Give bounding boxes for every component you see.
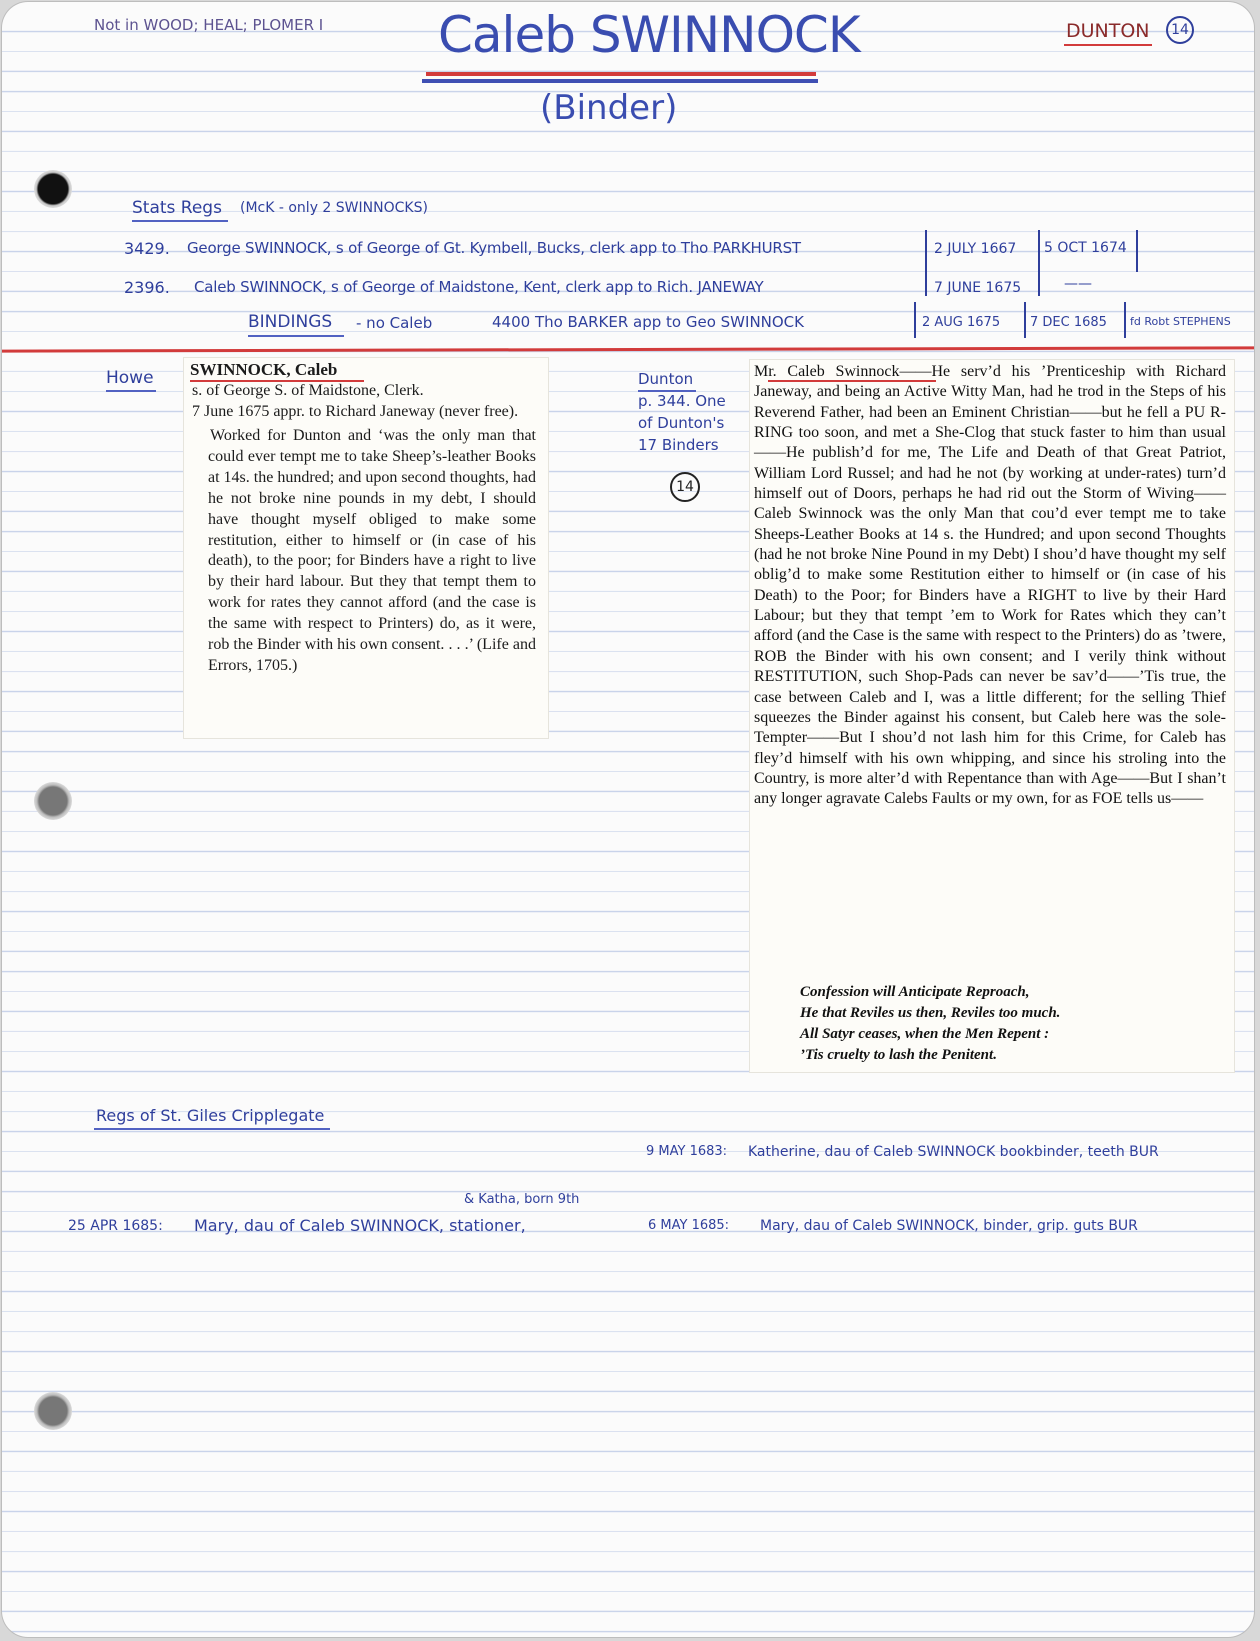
giles-heading: Regs of St. Giles Cripplegate bbox=[96, 1106, 325, 1125]
giles-entry-3-date: 6 MAY 1685: bbox=[648, 1218, 730, 1233]
stats-entry-1-divider-b bbox=[1038, 230, 1040, 272]
howe-clipping bbox=[184, 358, 548, 738]
dunton-note bbox=[638, 368, 738, 456]
page-subtitle: (Binder) bbox=[540, 88, 678, 128]
verse-line-3: All Satyr ceases, when the Men Repent : bbox=[800, 1026, 1050, 1042]
stats-entry-1-date1: 2 JULY 1667 bbox=[934, 241, 1017, 257]
punch-hole-top bbox=[34, 170, 72, 208]
bindings-underline bbox=[248, 335, 344, 337]
giles-entry-3-text: Mary, dau of Caleb SWINNOCK, binder, grip. guts BUR bbox=[760, 1218, 1138, 1234]
giles-entry-1-text: Katherine, dau of Caleb SWINNOCK bookbinder, teeth BUR bbox=[748, 1144, 1159, 1160]
bindings-divider-b bbox=[1024, 302, 1026, 338]
bindings-divider-a bbox=[914, 302, 916, 338]
stats-entry-2-number: 2396. bbox=[124, 278, 170, 297]
top-right-label: DUNTON bbox=[1066, 20, 1150, 42]
stats-regs-heading: Stats Regs bbox=[132, 198, 222, 218]
stats-entry-1-divider-c bbox=[1136, 230, 1138, 272]
howe-line2: 7 June 1675 appr. to Richard Janeway (never free). bbox=[192, 403, 519, 420]
verse-line-1: Confession will Anticipate Reproach, bbox=[800, 984, 1030, 1000]
verse-line-2: He that Reviles us then, Reviles too much. bbox=[800, 1005, 1061, 1021]
dunton-note-line-1: Dunton bbox=[638, 370, 694, 388]
bindings-date3: fd Robt STEPHENS bbox=[1130, 315, 1231, 328]
dunton-note-line-4: 17 Binders bbox=[638, 436, 719, 454]
stats-entry-2-divider-a bbox=[925, 272, 927, 296]
dunton-clipping bbox=[750, 360, 1234, 1072]
howe-underline bbox=[106, 390, 156, 392]
howe-name-underline bbox=[190, 380, 364, 382]
giles-entry-2-note: & Katha, born 9th bbox=[464, 1192, 580, 1207]
dunton-note-line-2: p. 344. One bbox=[638, 392, 726, 410]
giles-entry-2-date: 25 APR 1685: bbox=[68, 1218, 163, 1234]
howe-label: Howe bbox=[106, 368, 154, 388]
stats-regs-note: (McK - only 2 SWINNOCKS) bbox=[240, 200, 428, 216]
bindings-text: 4400 Tho BARKER app to Geo SWINNOCK bbox=[492, 313, 804, 331]
giles-entry-2-text: Mary, dau of Caleb SWINNOCK, stationer, bbox=[194, 1216, 526, 1235]
dunton-note-line-3: of Dunton's bbox=[638, 414, 725, 432]
stats-entry-2-text: Caleb SWINNOCK, s of George of Maidstone, Kent, clerk app to Rich. JANEWAY bbox=[194, 278, 764, 296]
title-underline-blue bbox=[422, 79, 818, 83]
verse-line-4: ’Tis cruelty to lash the Penitent. bbox=[800, 1047, 997, 1063]
page-title: Caleb SWINNOCK bbox=[438, 6, 860, 64]
bindings-date1: 2 AUG 1675 bbox=[922, 315, 1001, 330]
top-right-number: 14 bbox=[1166, 16, 1194, 44]
top-left-note: Not in WOOD; HEAL; PLOMER I bbox=[94, 16, 324, 34]
bindings-date2: 7 DEC 1685 bbox=[1030, 315, 1107, 330]
bindings-divider-c bbox=[1124, 302, 1126, 338]
giles-entry-1-date: 9 MAY 1683: bbox=[646, 1144, 728, 1159]
howe-name: SWINNOCK, Caleb bbox=[190, 360, 338, 379]
punch-hole-middle bbox=[34, 782, 72, 820]
punch-hole-bottom bbox=[34, 1392, 72, 1430]
dunton-clipping-body: Mr. Caleb Swinnock——He serv’d his ’Prenticeship with Richard Janeway, and being an Active Witty Man, had he trod in the Steps of his Reverend Father, had been an Eminent Christian——but he fell a PU R-RING too soon, and met a She-Clog that stuck faster to him than usual——He publish’d for me, The Life and Death of that Great Patriot, William Lord Russel; and had he not (by working at under-rates) turn’d himself out of Doors, perhaps he had rid out the Storm of Wiving——Caleb Swinnock was the only Man that cou’d ever tempt me to take Sheeps-Leather Books at 14 s. the Hundred; and upon second Thoughts (had he not broke Nine Pound in my Debt) I shou’d have thought my self oblig’d to make some Restitution either to himself or (in case of his Death) to the Poor; for Binders have a RIGHT to live by their Hard Labour; but they that tempt ’em to Work for Rates which they can’t afford (and the Case is the same with respect to the Printers) do as ’twere, ROB the Binder with his own consent; and I verily think without RESTITUTION, such Shop-Pads can never be sav’d——’Tis true, the case between Caleb and I, was a little different; for the selling Thief squeezes the Binder against his consent, but Caleb here was the sole-Tempter——But I shou’d not lash him for this Crime, for Caleb has fley’d himself with his own whipping, and since his stroling into the Country, is more alter’d with Repentance than with Age——But I shan’t any longer agravate Calebs Faults or my own, for as FOE tells us—— bbox=[754, 363, 1226, 808]
dunton-note-number: 14 bbox=[670, 472, 700, 502]
giles-underline bbox=[94, 1128, 330, 1130]
dunton-clipping-name-underline bbox=[768, 380, 936, 382]
stats-entry-2-divider-b bbox=[1038, 272, 1040, 296]
howe-line1: s. of George S. of Maidstone, Clerk. bbox=[192, 382, 424, 399]
stats-entry-1-text: George SWINNOCK, s of George of Gt. Kymbell, Bucks, clerk app to Tho PARKHURST bbox=[187, 239, 801, 257]
title-underline-red bbox=[426, 72, 816, 76]
stats-entry-2-date2: —— bbox=[1064, 276, 1092, 292]
notebook-page bbox=[2, 2, 1254, 1637]
dunton-note-underline bbox=[638, 390, 696, 392]
stats-entry-1-divider-a bbox=[925, 230, 927, 272]
bindings-label: BINDINGS bbox=[248, 312, 333, 332]
bindings-note: - no Caleb bbox=[356, 314, 433, 332]
stats-entry-1-date2: 5 OCT 1674 bbox=[1044, 240, 1127, 256]
section-separator bbox=[2, 346, 1254, 352]
top-right-underline bbox=[1064, 44, 1152, 46]
stats-entry-2-date1: 7 JUNE 1675 bbox=[934, 280, 1022, 296]
stats-entry-1-number: 3429. bbox=[124, 239, 170, 258]
howe-body: Worked for Dunton and ‘was the only man that could ever tempt me to take Sheep’s-leather Books at 14s. the hundred; and upon second thoughts, had he not broke nine pounds in my debt, I should have thought myself obliged to make some restitution, either to himself or (in case of his death), to the poor; for Binders have a right to live by their hard labour. But they that tempt them to work for rates they cannot afford (and the case is the same with respect to Printers) do, as it were, rob the Binder with his own consent. . . .’ (Life and Errors, 1705.) bbox=[208, 427, 536, 674]
stats-regs-underline bbox=[132, 220, 228, 222]
dunton-verse bbox=[800, 982, 1060, 1066]
